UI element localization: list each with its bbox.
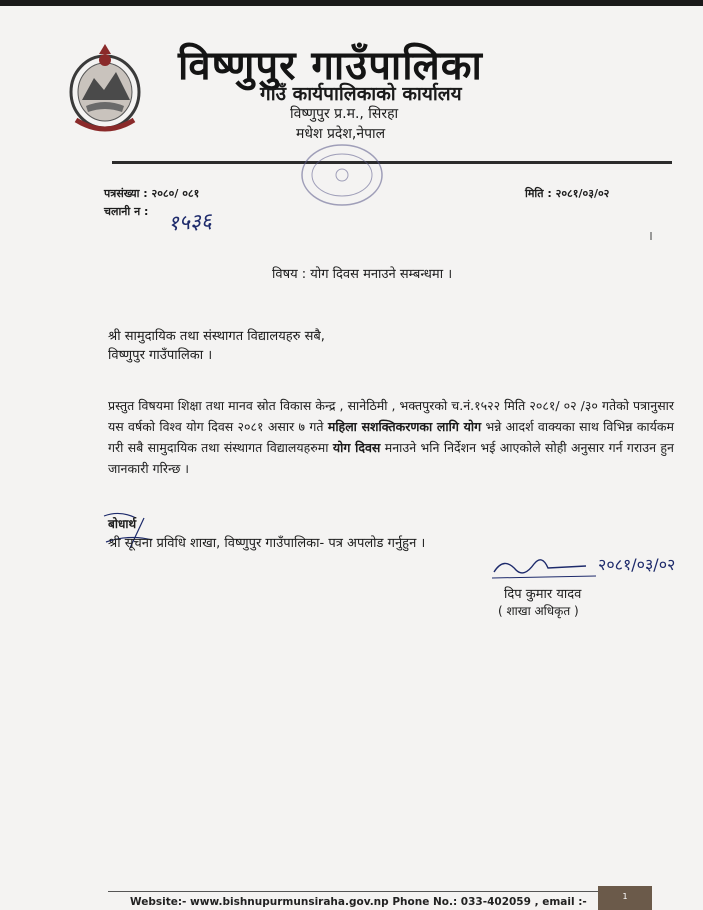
header-divider — [112, 161, 672, 164]
dispatch-number-handwritten: १५३६ — [167, 208, 213, 236]
office-address-line1: विष्णुपुर प्र.म., सिरहा — [290, 106, 399, 122]
addressee-line2: विष्णुपुर गाउँपालिका । — [108, 348, 213, 363]
signatory-title: ( शाखा अधिकृत ) — [498, 604, 579, 618]
page-number: 1 — [598, 886, 652, 910]
body-text-part3: मनाउने भनि निर्देशन भई आएकोले सोही अनुसार गर्न गराउन हुन जानकारी गरिन्छ । — [108, 440, 674, 476]
body-bold-slogan: महिला सशक्तिकरणका लागि योग — [327, 419, 482, 434]
addressee-line1: श्री सामुदायिक तथा संस्थागत विद्यालयहरु सबै, — [108, 329, 325, 344]
office-address-line2: मधेश प्रदेश,नेपाल — [296, 126, 386, 142]
cc-heading: बोधार्थ — [108, 517, 137, 531]
letter-number: पत्रसंख्या : २०८०/ ०८१ — [104, 187, 200, 200]
signatory-name: दिप कुमार यादव — [504, 587, 582, 602]
footer-contact: Website:- www.bishnupurmunsiraha.gov.np Phone No.: 033-402059 , email :- — [130, 896, 587, 908]
letter-subject: विषय : योग दिवस मनाउने सम्बन्धमा । — [272, 267, 453, 282]
signature-date-handwritten: २०८१/०३/०२ — [598, 555, 676, 574]
signature-icon — [486, 546, 676, 586]
body-bold-yoga-day: योग दिवस — [332, 440, 381, 455]
footer-divider — [108, 891, 602, 892]
office-subtitle: गाउँ कार्यपालिकाको कार्यालय — [260, 83, 462, 105]
letter-body — [108, 395, 674, 479]
office-stamp-icon — [298, 140, 386, 210]
dispatch-label: चलानी न : — [104, 205, 149, 218]
nepal-emblem-icon — [64, 40, 146, 138]
letter-date: मिति : २०८१/०३/०२ — [525, 187, 610, 200]
office-name: विष्णुपुर गाउँपालिका — [178, 42, 483, 89]
body-text-part1: प्रस्तुत विषयमा शिक्षा तथा मानव स्रोत विकास केन्द्र , सानेठिमी , भक्तपुरको च.नं.१५२२ मिति २०८१/ ०२ /३० गतेको पत्रानुसार यस वर्षको विश्व योग दिवस २०८१ असार ७ गते — [108, 398, 674, 434]
scan-mark — [650, 232, 652, 240]
body-text-part2: भन्ने आदर्श वाक्यका साथ विभिन्न कार्यकम गरी सबै सामुदायिक तथा संस्थागत विद्यालयहरुमा — [108, 419, 674, 455]
scan-top-edge — [0, 0, 703, 6]
cc-line: श्री सूचना प्रविधि शाखा, विष्णुपुर गाउँपालिका- पत्र अपलोड गर्नुहुन । — [108, 536, 426, 551]
